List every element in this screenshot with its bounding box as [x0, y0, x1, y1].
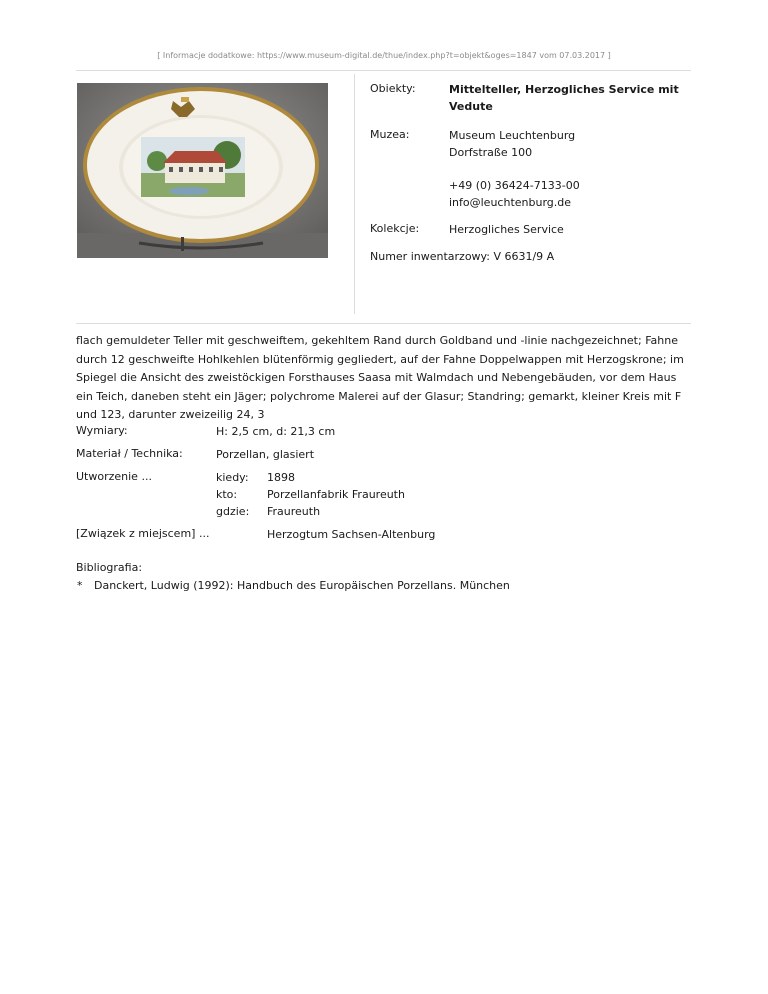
kto-value: Porzellanfabrik Fraureuth	[267, 488, 405, 501]
vertical-divider	[354, 74, 355, 314]
inventory-number: Numer inwentarzowy: V 6631/9 A	[370, 250, 555, 263]
obiekty-label: Obiekty:	[370, 82, 416, 95]
plate-image	[77, 83, 328, 258]
utworzenie-label: Utworzenie ...	[76, 470, 152, 483]
kto-label: kto:	[216, 488, 238, 501]
kiedy-value: 1898	[267, 471, 295, 484]
kolekcje-label: Kolekcje:	[370, 222, 420, 235]
muzea-label: Muzea:	[370, 128, 410, 141]
wymiary-label: Wymiary:	[76, 424, 128, 437]
object-photo	[77, 83, 328, 258]
kolekcje-value: Herzogliches Service	[449, 223, 564, 236]
zwiazek-label: [Związek z miejscem] ...	[76, 527, 210, 540]
gdzie-label: gdzie:	[216, 505, 250, 518]
wymiary-value: H: 2,5 cm, d: 21,3 cm	[216, 425, 336, 438]
muzea-street: Dorfstraße 100	[449, 146, 533, 159]
bibliography-bullet: *	[77, 579, 83, 592]
info-link[interactable]: [ Informacje dodatkowe: https://www.museum-digital.de/thue/index.php?t=objekt&oges=1847 vom 07.03.2017 ]	[157, 51, 611, 60]
muzea-phone: +49 (0) 36424-7133-00	[449, 179, 580, 192]
zwiazek-value: Herzogtum Sachsen-Altenburg	[267, 528, 436, 541]
material-label: Materiał / Technika:	[76, 447, 183, 460]
material-value: Porzellan, glasiert	[216, 448, 315, 461]
kiedy-label: kiedy:	[216, 471, 249, 484]
bibliography-item: Danckert, Ludwig (1992): Handbuch des Europäischen Porzellans. München	[94, 579, 510, 592]
bibliography-title: Bibliografia:	[76, 561, 143, 574]
gdzie-value: Fraureuth	[267, 505, 321, 518]
obiekty-value-line1: Mittelteller, Herzogliches Service mit	[449, 83, 679, 96]
middle-divider	[76, 323, 691, 324]
muzea-name: Museum Leuchtenburg	[449, 129, 576, 142]
obiekty-value-line2: Vedute	[449, 100, 493, 113]
top-divider	[76, 70, 691, 71]
object-description: flach gemuldeter Teller mit geschweiftem, gekehltem Rand durch Goldband und -linie nachgezeichnet; Fahne durch 12 geschweifte Hohlkehlen blütenförmig gegliedert, auf der Fahne Doppelwappen mit Herzogskrone; im Spiegel die Ansicht des zweistöckigen Forsthauses Saasa mit Walmdach und Nebengebäuden, vor dem Haus ein Teich, daneben steht ein Jäger; polychrome Malerei auf der Glasur; Standring; gemarkt, kleiner Kreis mit F und 123, darunter zweizeilig 24, 3	[76, 334, 684, 421]
muzea-email[interactable]: info@leuchtenburg.de	[449, 196, 572, 209]
